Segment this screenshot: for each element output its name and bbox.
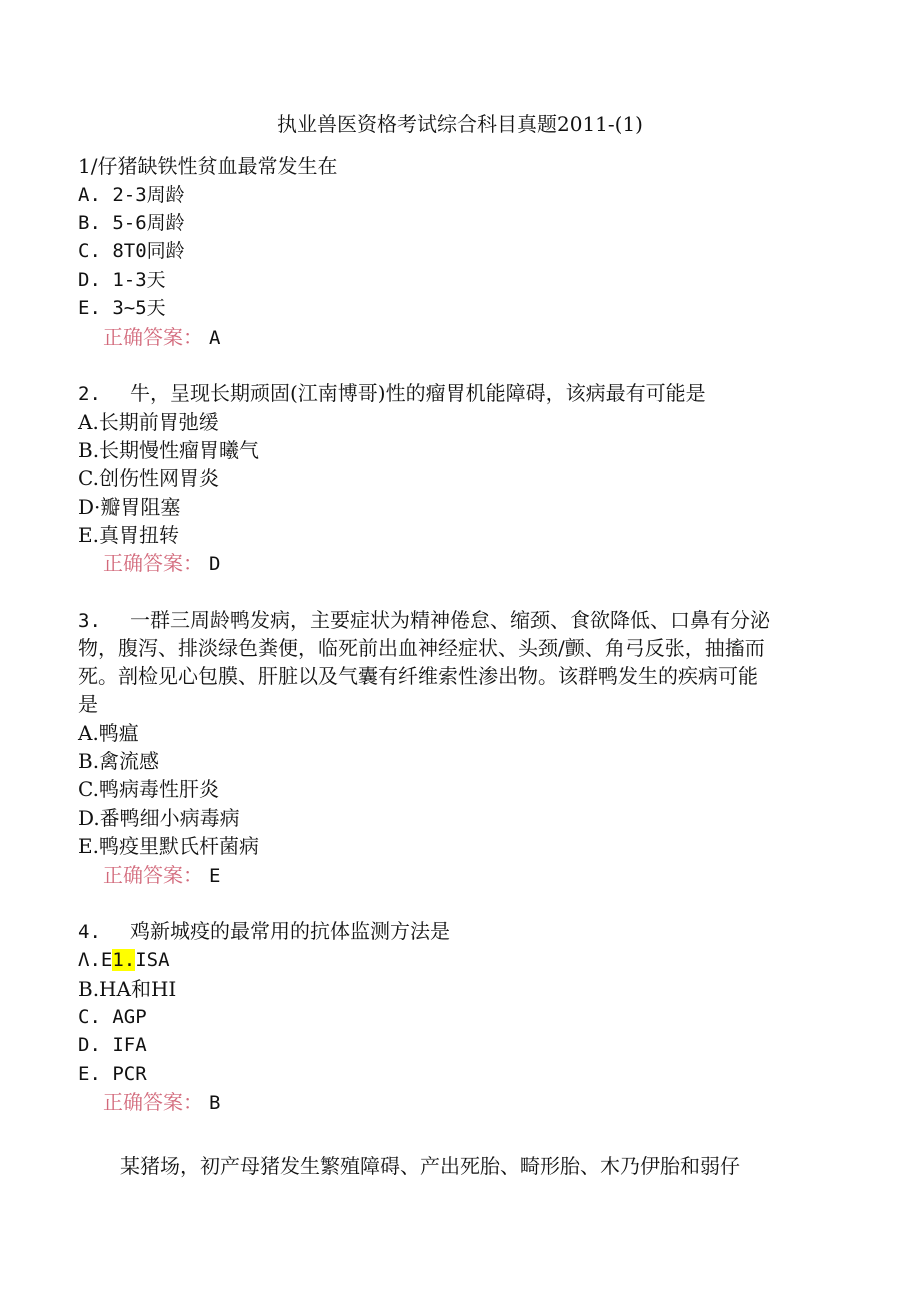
question-1-answer [103,323,220,352]
question-3-stem-line-1 [78,606,770,635]
question-2-option-b: B.长期慢性瘤胃曦气 [78,438,260,462]
question-4-stem [78,917,450,946]
highlighted-text: 1. [112,949,136,971]
question-4-option-e: E. PCR [78,1063,147,1085]
question-3-option-a: A.鸭瘟 [78,721,139,745]
answer-label: 正确答案： [103,863,203,887]
question-4-option-a [78,946,170,974]
question-number: 2. [78,383,101,405]
answer-value: D [209,553,221,575]
question-3-option-b: B.禽流感 [78,749,160,773]
question-1-stem: 1/仔猪缺铁性贫血最常发生在 [78,154,338,178]
case-intro: 某猪场，初产母猪发生繁殖障碍、产出死胎、畸形胎、木乃伊胎和弱仔 [120,1154,740,1178]
question-text: 一群三周龄鸭发病，主要症状为精神倦怠、缩颈、食欲降低、口鼻有分泌 [130,608,770,632]
document-title: 执业兽医资格考试综合科目真题2011-(1) [277,112,643,136]
question-2-option-a: A.长期前胃弛缓 [78,410,219,434]
question-1-option-a: A. 2-3周龄 [78,184,185,206]
question-2-answer [103,549,220,578]
question-3-answer [103,861,220,890]
question-2-option-e: E.真胃扭转 [78,523,179,547]
answer-value: E [209,865,221,887]
answer-label: 正确答案： [103,1090,203,1114]
question-1-option-d: D. 1-3天 [78,269,166,291]
question-4-option-c: C. AGP [78,1006,147,1028]
answer-label: 正确答案： [103,325,203,349]
question-number: 3. [78,610,101,632]
question-2-option-d: D·瓣胃阻塞 [78,495,181,519]
question-4-option-b: B.HA和HI [78,977,177,1001]
question-2-stem [78,379,706,408]
question-3-stem-line-3: 死。剖检见心包膜、肝脏以及气囊有纤维索性渗出物。该群鸭发生的疾病可能 [78,664,758,688]
question-3-option-c: C.鸭病毒性肝炎 [78,777,219,801]
option-a-suffix: ISA [135,949,170,971]
question-3-option-e: E.鸭疫里默氏杆菌病 [78,834,259,858]
question-3-stem-line-2: 物，腹泻、排淡绿色粪便，临死前出血神经症状、头颈/颤、角弓反张，抽搐而 [78,636,765,660]
question-text: 牛，呈现长期顽固(江南博哥)性的瘤胃机能障碍，该病最有可能是 [130,381,706,405]
question-4-answer [103,1088,220,1117]
question-3-stem-line-4: 是 [78,692,98,716]
option-a-prefix: Λ.E [78,949,113,971]
question-number: 4. [78,921,101,943]
question-text: 鸡新城疫的最常用的抗体监测方法是 [130,919,450,943]
answer-value: B [209,1092,221,1114]
question-1-option-e: E. 3~5天 [78,297,166,319]
question-2-option-c: C.创伤性网胃炎 [78,466,219,490]
question-3-option-d: D.番鸭细小病毒病 [78,806,240,830]
question-1-option-c: C. 8T0同龄 [78,240,185,262]
question-1-option-b: B. 5-6周龄 [78,212,185,234]
answer-label: 正确答案： [103,551,203,575]
answer-value: A [209,327,221,349]
question-4-option-d: D. IFA [78,1034,147,1056]
